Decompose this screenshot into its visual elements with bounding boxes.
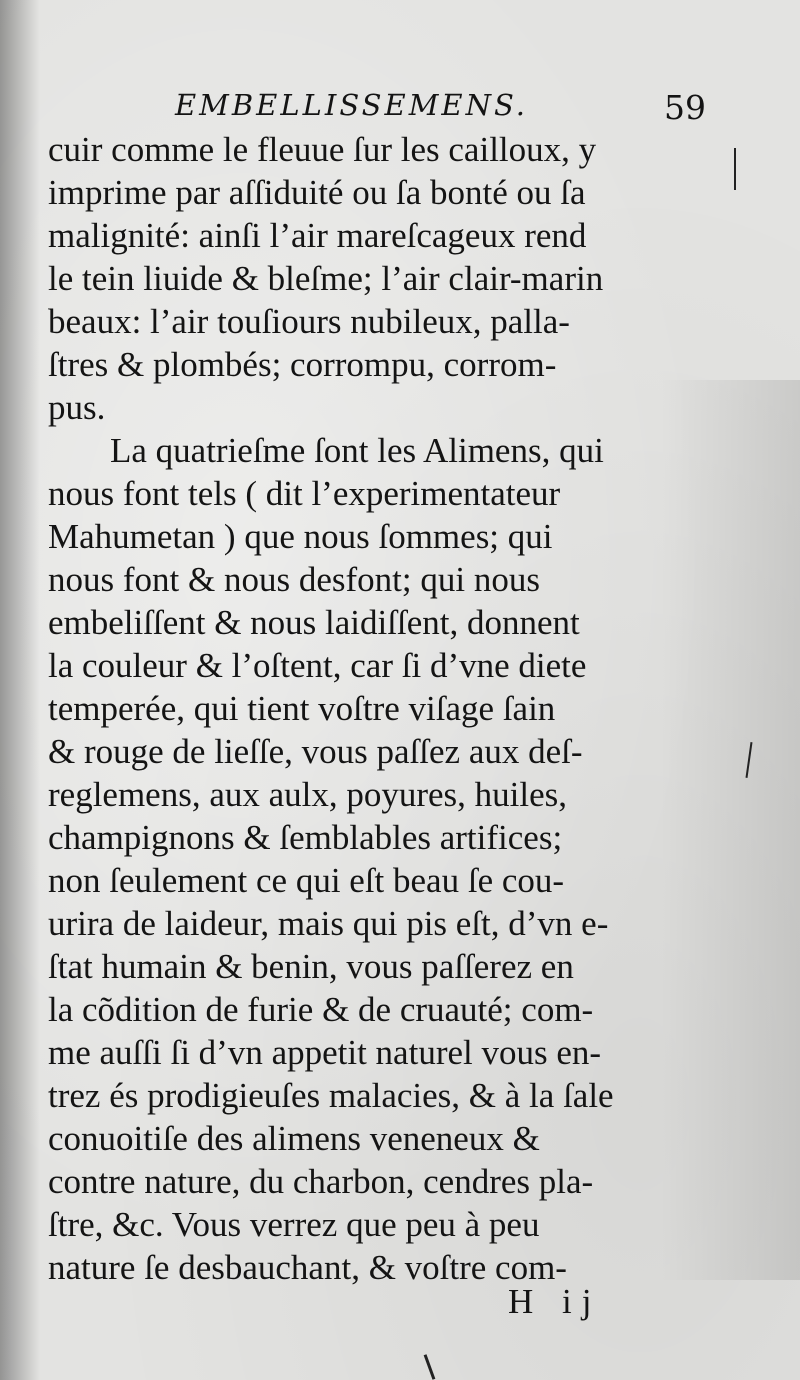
text-line: champignons & ſemblables artifices; bbox=[48, 818, 563, 857]
text-line: ſtres & plombés; corrompu, corrom- bbox=[48, 345, 557, 384]
text-line: urira de laideur, mais qui pis eſt, d’vn e- bbox=[48, 904, 609, 943]
text-line: embeliſſent & nous laidiſſent, donnent bbox=[48, 603, 580, 642]
margin-pen-stroke bbox=[424, 1354, 436, 1379]
page-number: 59 bbox=[664, 88, 706, 127]
text-line: trez és prodigieuſes malacies, & à la ſale bbox=[48, 1076, 614, 1115]
text-line: le tein liuide & bleſme; l’air clair-marin bbox=[48, 259, 604, 298]
text-line: beaux: l’air touſiours nubileux, palla- bbox=[48, 302, 570, 341]
text-line: la cõdition de furie & de cruauté; com- bbox=[48, 990, 594, 1029]
running-head: EMBELLISSEMENS. bbox=[175, 88, 528, 122]
text-line: ſtat humain & benin, vous paſſerez en bbox=[48, 947, 574, 986]
text-line: la couleur & l’oſtent, car ſi d’vne diete bbox=[48, 646, 587, 685]
page-gutter-shadow bbox=[0, 0, 40, 1380]
paragraph-start-line: La quatrieſme ſont les Alimens, qui bbox=[110, 431, 604, 470]
text-line: temperée, qui tient voſtre viſage ſain bbox=[48, 689, 556, 728]
margin-pen-stroke bbox=[734, 148, 736, 190]
text-line: conuoitiſe des alimens veneneux & bbox=[48, 1119, 540, 1158]
body-text bbox=[48, 128, 716, 1289]
text-line: nous font & nous desfont; qui nous bbox=[48, 560, 540, 599]
text-line: ſtre, &c. Vous verrez que peu à peu bbox=[48, 1205, 540, 1244]
text-line: & rouge de lieſſe, vous paſſez aux deſ- bbox=[48, 732, 583, 771]
text-line: me auſſi ſi d’vn appetit naturel vous en- bbox=[48, 1033, 602, 1072]
text-line: pus. bbox=[48, 388, 106, 427]
text-line: imprime par aſſiduité ou ſa bonté ou ſa bbox=[48, 173, 586, 212]
signature-mark: H ij bbox=[508, 1282, 602, 1321]
text-line: nous font tels ( dit l’experimentateur bbox=[48, 474, 561, 513]
text-line: cuir comme le fleuue ſur les cailloux, y bbox=[48, 130, 597, 169]
text-line: reglemens, aux aulx, poyures, huiles, bbox=[48, 775, 568, 814]
text-line: malignité: ainſi l’air mareſcageux rend bbox=[48, 216, 587, 255]
text-line: contre nature, du charbon, cendres pla- bbox=[48, 1162, 594, 1201]
text-line: nature ſe desbauchant, & voſtre com- bbox=[48, 1248, 567, 1287]
text-line: Mahumetan ) que nous ſommes; qui bbox=[48, 517, 553, 556]
text-line: non ſeulement ce qui eſt beau ſe cou- bbox=[48, 861, 565, 900]
